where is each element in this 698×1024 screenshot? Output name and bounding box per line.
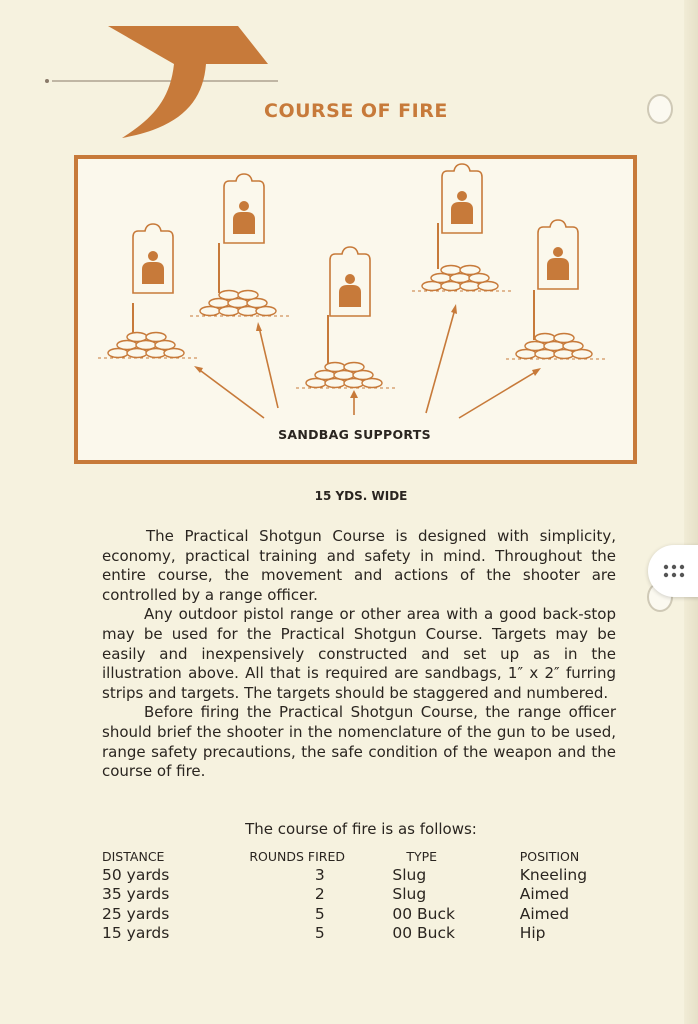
header-logo-graphic: [0, 0, 300, 150]
column-header-position: POSITION: [519, 849, 580, 864]
page-title: COURSE OF FIRE: [264, 100, 448, 122]
cell-rounds: 2: [314, 885, 325, 904]
paragraph: Before firing the Practical Shotgun Course, the range officer should brief the shooter in the nomenclature of the gun to be used, range safety precautions, the safe condition of the weapon and the course of fire.: [102, 703, 616, 781]
table-header-row: [102, 848, 618, 865]
course-intro: The course of fire is as follows:: [245, 820, 477, 838]
cell-type: 00 Buck: [392, 904, 455, 923]
more-horizontal-icon: [662, 564, 686, 578]
column-header-type: TYPE: [406, 849, 438, 864]
cell-position: Aimed: [519, 904, 570, 923]
paragraph: The Practical Shotgun Course is designed with simplicity, economy, practical training and safety in mind. Throughout the entire course, the movement and actions of the shooter are controlled by a range officer.: [102, 527, 616, 604]
cell-type: Slug: [392, 885, 427, 904]
cell-rounds: 5: [314, 904, 325, 923]
range-width-caption: 15 YDS. WIDE: [314, 489, 408, 503]
column-header-rounds: ROUNDS FIRED: [249, 849, 345, 864]
page-edge: [684, 0, 698, 1024]
cell-type: 00 Buck: [392, 924, 455, 943]
cell-rounds: 3: [314, 865, 325, 884]
table-row: [102, 924, 618, 944]
cell-position: Kneeling: [519, 865, 588, 884]
column-header-distance: DISTANCE: [102, 849, 165, 864]
cell-position: Hip: [519, 924, 546, 943]
cell-rounds: 5: [314, 924, 325, 943]
more-options-button[interactable]: [648, 545, 698, 597]
paragraph: Any outdoor pistol range or other area with a good back-stop may be used for the Practical Shotgun Course. Targets may be easily and inexpensively constructed and set up as in the illustration above. All that is required are sandbags, 1″ x 2″ furring strips and targets. The targets should be staggered and numbered.: [102, 605, 616, 702]
binder-hole-top: [647, 94, 673, 124]
table-row: [102, 904, 618, 924]
cell-position: Aimed: [519, 885, 570, 904]
cell-distance: 25 yards: [102, 904, 170, 923]
table-row: [102, 865, 618, 885]
cell-distance: 50 yards: [102, 865, 170, 884]
body-text: [102, 527, 616, 782]
illustration-label: SANDBAG SUPPORTS: [278, 427, 431, 442]
course-of-fire-table: [102, 848, 618, 943]
cell-distance: 15 yards: [102, 924, 170, 943]
range-illustration: [74, 155, 637, 465]
table-row: [102, 885, 618, 905]
cell-distance: 35 yards: [102, 885, 170, 904]
cell-type: Slug: [392, 865, 427, 884]
